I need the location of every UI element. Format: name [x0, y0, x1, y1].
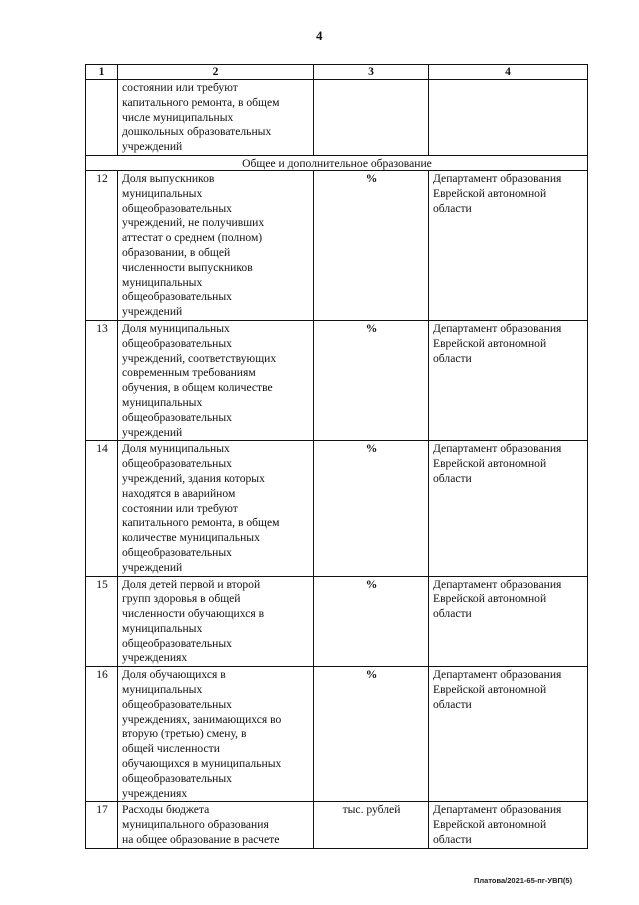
department-line: Департамент образования — [433, 668, 562, 682]
department-cell — [429, 441, 588, 576]
indicator-description — [118, 320, 314, 440]
description-line: обучающихся в муниципальных — [122, 757, 282, 771]
description-line: Доля муниципальных — [122, 442, 230, 456]
indicator-description — [118, 667, 314, 802]
description-line: общеобразовательных — [122, 457, 232, 471]
description-line: муниципальных — [122, 621, 203, 635]
page-number: 4 — [316, 28, 323, 43]
description-line: общеобразовательных — [122, 336, 232, 350]
description-line: состоянии или требуют — [122, 501, 238, 515]
description-line: муниципальных — [122, 395, 203, 409]
indicator-description — [118, 80, 314, 156]
department-line: области — [433, 471, 472, 485]
department-cell — [429, 802, 588, 848]
department-line: Департамент образования — [433, 803, 562, 817]
description-line: числе муниципальных — [122, 110, 234, 124]
column-number: 4 — [429, 65, 588, 80]
description-line: Доля детей первой и второй — [122, 577, 261, 591]
department-line: области — [433, 833, 472, 847]
department-line: области — [433, 351, 472, 365]
unit-cell: % — [314, 667, 429, 802]
department-line: Еврейской автономной — [433, 818, 547, 832]
description-line: учреждениях — [122, 786, 188, 800]
description-line: общеобразовательных — [122, 697, 232, 711]
section-title: Общее и дополнительное образование — [86, 155, 588, 170]
description-line: Доля обучающихся в — [122, 668, 226, 682]
indicator-description — [118, 802, 314, 848]
description-line: учреждений, не получивших — [122, 216, 265, 230]
description-line: общеобразовательных — [122, 636, 232, 650]
description-line: общей численности — [122, 742, 220, 756]
description-line: общеобразовательных — [122, 290, 232, 304]
description-line: учреждений — [122, 305, 183, 319]
description-line: состоянии или требуют — [122, 81, 238, 94]
department-cell — [429, 170, 588, 320]
section-row — [86, 155, 588, 170]
column-number: 3 — [314, 65, 429, 80]
description-line: Расходы бюджета — [122, 803, 210, 817]
unit-cell — [314, 80, 429, 156]
department-line: Департамент образования — [433, 442, 562, 456]
description-line: учреждений — [122, 560, 183, 574]
description-line: образовании, в общей — [122, 245, 231, 259]
column-number: 1 — [86, 65, 118, 80]
unit-cell: % — [314, 320, 429, 440]
description-line: численности обучающихся в — [122, 607, 265, 621]
indicator-row — [86, 667, 588, 802]
continuation-row — [86, 80, 588, 156]
department-cell — [429, 320, 588, 440]
description-line: дошкольных образовательных — [122, 125, 272, 139]
column-number: 2 — [118, 65, 314, 80]
department-line: Еврейской автономной — [433, 683, 547, 697]
row-number-cell: 14 — [86, 441, 118, 576]
document-reference: Платова/2021-65-пг-УВП(5) — [474, 876, 573, 885]
description-line: учреждений — [122, 425, 183, 439]
department-line: области — [433, 201, 472, 215]
unit-cell: % — [314, 441, 429, 576]
description-line: учреждений — [122, 140, 183, 154]
department-line: Еврейской автономной — [433, 457, 547, 471]
description-line: аттестат о среднем (полном) — [122, 231, 263, 245]
unit-cell: % — [314, 576, 429, 667]
department-line: Еврейской автономной — [433, 336, 547, 350]
description-line: капитального ремонта, в общем — [122, 95, 280, 109]
department-line: Департамент образования — [433, 171, 562, 185]
department-line: Еврейской автономной — [433, 186, 547, 200]
description-line: общеобразовательных — [122, 201, 232, 215]
indicator-row — [86, 441, 588, 576]
indicator-row — [86, 170, 588, 320]
department-cell — [429, 80, 588, 156]
row-number-cell: 12 — [86, 170, 118, 320]
description-line: учреждениях, занимающихся во — [122, 712, 282, 726]
description-line: общеобразовательных — [122, 771, 232, 785]
description-line: вторую (третью) смену, в — [122, 727, 247, 741]
department-line: Департамент образования — [433, 321, 562, 335]
description-line: муниципального образования — [122, 818, 269, 832]
description-line: на общее образование в расчете — [122, 833, 280, 847]
department-line: Еврейской автономной — [433, 592, 547, 606]
department-line: области — [433, 607, 472, 621]
department-cell — [429, 667, 588, 802]
row-number-cell: 15 — [86, 576, 118, 667]
description-line: обучения, в общем количестве — [122, 381, 273, 395]
indicator-description — [118, 441, 314, 576]
row-number-cell: 16 — [86, 667, 118, 802]
department-line: области — [433, 697, 472, 711]
description-line: учреждений, здания которых — [122, 471, 265, 485]
description-line: учреждений, соответствующих — [122, 351, 277, 365]
description-line: Доля муниципальных — [122, 321, 230, 335]
description-line: современным требованиям — [122, 366, 256, 380]
description-line: учреждениях — [122, 651, 188, 665]
row-number-cell — [86, 80, 118, 156]
department-cell — [429, 576, 588, 667]
description-line: общеобразовательных — [122, 545, 232, 559]
unit-cell: тыс. рублей — [314, 802, 429, 848]
description-line: капитального ремонта, в общем — [122, 516, 280, 530]
description-line: муниципальных — [122, 186, 203, 200]
description-line: муниципальных — [122, 683, 203, 697]
column-numbers-row — [86, 65, 588, 80]
description-line: численности выпускников — [122, 260, 253, 274]
row-number-cell: 13 — [86, 320, 118, 440]
description-line: групп здоровья в общей — [122, 592, 241, 606]
description-line: Доля выпускников — [122, 171, 215, 185]
description-line: количестве муниципальных — [122, 531, 260, 545]
unit-cell: % — [314, 170, 429, 320]
row-number-cell: 17 — [86, 802, 118, 848]
indicator-row — [86, 576, 588, 667]
indicator-row — [86, 320, 588, 440]
indicator-row — [86, 802, 588, 848]
description-line: общеобразовательных — [122, 410, 232, 424]
description-line: находятся в аварийном — [122, 486, 236, 500]
indicators-table — [85, 64, 588, 849]
indicator-description — [118, 170, 314, 320]
department-line: Департамент образования — [433, 577, 562, 591]
indicator-description — [118, 576, 314, 667]
description-line: муниципальных — [122, 275, 203, 289]
